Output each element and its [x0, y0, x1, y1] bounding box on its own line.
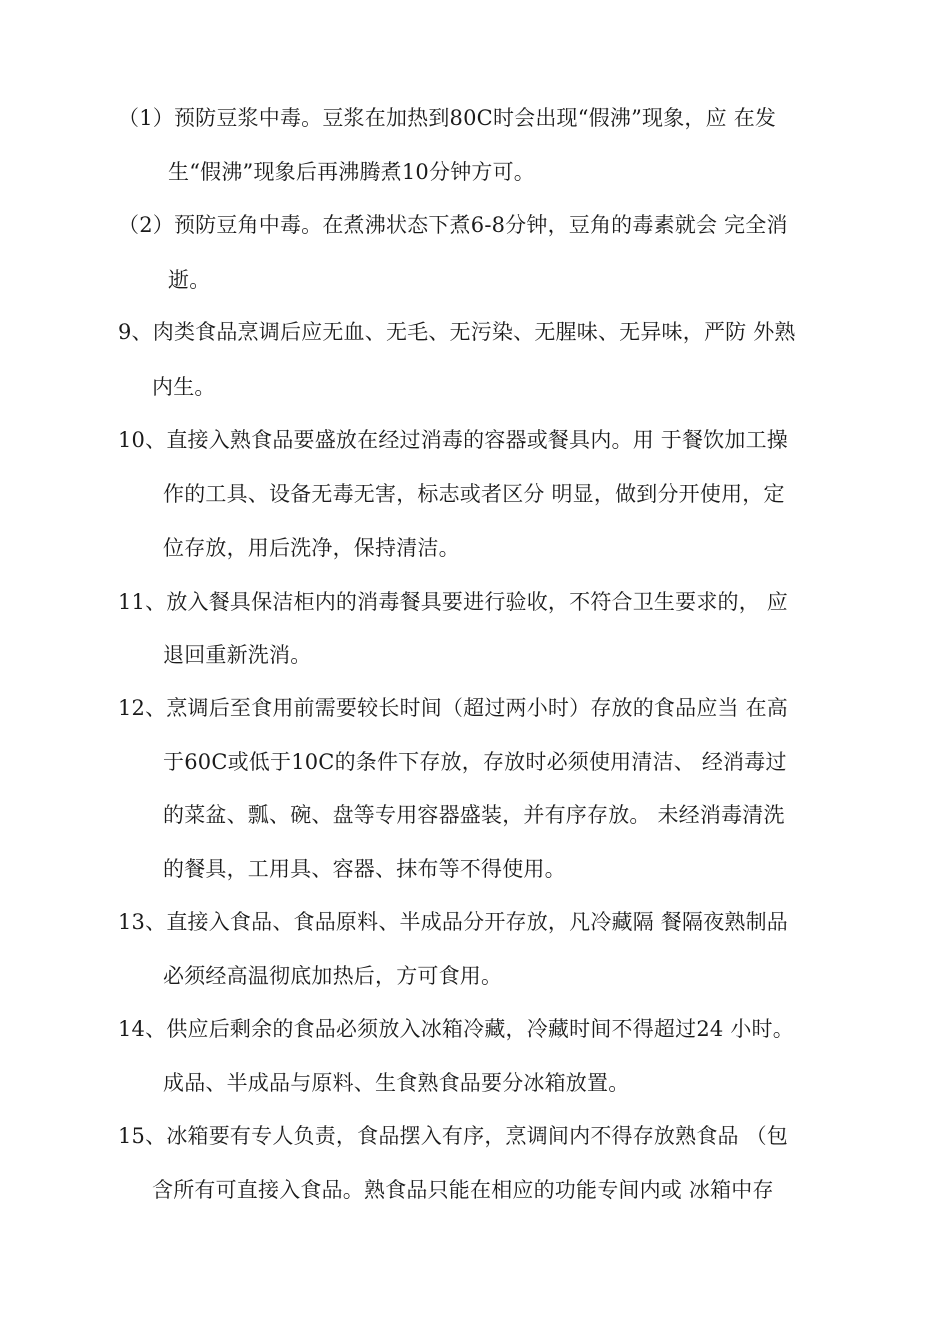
text-line: 的菜盆、瓢、碗、盘等专用容器盛装，并有序存放。 未经消毒清洗	[163, 803, 785, 827]
text-line: 含所有可直接入食品。熟食品只能在相应的功能专间内或 冰箱中存	[152, 1178, 774, 1202]
text-line: 退回重新洗消。	[163, 643, 312, 667]
text-line: 15、冰箱要有专人负责，食品摆入有序，烹调间内不得存放熟食品 （包	[118, 1124, 788, 1148]
text-line: 12、烹调后至食用前需要较长时间（超过两小时）存放的食品应当 在高	[118, 696, 788, 720]
text-line: 成品、半成品与原料、生食熟食品要分冰箱放置。	[163, 1071, 630, 1095]
text-line: 13、直接入食品、食品原料、半成品分开存放，凡冷藏隔 餐隔夜熟制品	[118, 910, 788, 934]
text-line: 于60C或低于10C的条件下存放，存放时必须使用清洁、 经消毒过	[163, 750, 787, 774]
text-line: 生“假沸”现象后再沸腾煮10分钟方可。	[168, 160, 535, 184]
text-line: （1）预防豆浆中毒。豆浆在加热到80C时会出现“假沸”现象，应 在发	[118, 106, 777, 130]
text-line: 逝。	[168, 268, 211, 292]
text-line: 11、放入餐具保洁柜内的消毒餐具要进行验收，不符合卫生要求的， 应	[118, 590, 788, 614]
text-line: 9、肉类食品烹调后应无血、无毛、无污染、无腥味、无异味，严防 外熟	[118, 320, 796, 344]
text-line: 作的工具、设备无毒无害，标志或者区分 明显，做到分开使用，定	[163, 482, 785, 506]
text-line: （2）预防豆角中毒。在煮沸状态下煮6-8分钟，豆角的毒素就会 完全消	[118, 213, 788, 237]
text-line: 必须经高温彻底加热后，方可食用。	[163, 964, 503, 988]
text-line: 10、直接入熟食品要盛放在经过消毒的容器或餐具内。用 于餐饮加工操	[118, 428, 788, 452]
text-line: 内生。	[152, 375, 216, 399]
text-line: 14、供应后剩余的食品必须放入冰箱冷藏，冷藏时间不得超过24 小时。	[118, 1017, 794, 1041]
text-line: 位存放，用后洗净，保持清洁。	[163, 536, 460, 560]
text-line: 的餐具，工用具、容器、抹布等不得使用。	[163, 857, 566, 881]
